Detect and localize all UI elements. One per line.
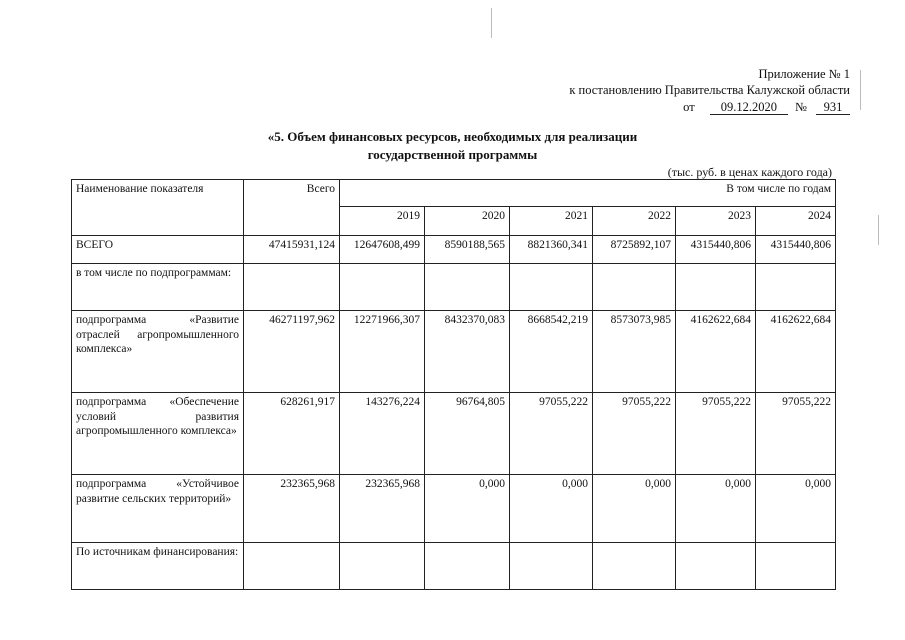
row-year-value <box>676 543 756 590</box>
col-total-header: Всего <box>244 180 340 236</box>
row-year-value <box>425 543 510 590</box>
table-row <box>72 475 836 543</box>
from-label: от <box>683 100 695 114</box>
table-row <box>72 311 836 393</box>
row-label: подпрограмма «Развитие отраслей агропромышленного комплекса» <box>72 311 244 393</box>
row-year-value: 12271966,307 <box>340 311 425 393</box>
table-row <box>72 264 836 311</box>
row-year-value <box>593 264 676 311</box>
section-title-line2: государственной программы <box>367 147 538 162</box>
row-year-value: 8821360,341 <box>510 236 593 264</box>
row-year-value: 0,000 <box>593 475 676 543</box>
row-year-value: 97055,222 <box>756 393 836 475</box>
year-header: 2023 <box>676 207 756 236</box>
row-year-value: 0,000 <box>676 475 756 543</box>
row-year-value <box>340 264 425 311</box>
year-header: 2024 <box>756 207 836 236</box>
year-header: 2022 <box>593 207 676 236</box>
year-header: 2019 <box>340 207 425 236</box>
row-total: 47415931,124 <box>244 236 340 264</box>
number-label: № <box>794 100 807 114</box>
row-label: ВСЕГО <box>72 236 244 264</box>
row-year-value: 4315440,806 <box>756 236 836 264</box>
table-row <box>72 543 836 590</box>
row-year-value: 0,000 <box>425 475 510 543</box>
row-year-value <box>340 543 425 590</box>
row-label: По источникам финансирования: <box>72 543 244 590</box>
row-label: подпрограмма «Обеспечение условий развития агропромышленного комплекса» <box>72 393 244 475</box>
row-total <box>244 264 340 311</box>
row-year-value: 0,000 <box>756 475 836 543</box>
row-total: 232365,968 <box>244 475 340 543</box>
row-total: 46271197,962 <box>244 311 340 393</box>
row-year-value: 232365,968 <box>340 475 425 543</box>
table-row <box>72 236 836 264</box>
row-year-value: 96764,805 <box>425 393 510 475</box>
decree-reference: к постановлению Правительства Калужской области <box>569 83 850 97</box>
year-header: 2020 <box>425 207 510 236</box>
year-header: 2021 <box>510 207 593 236</box>
row-year-value: 8725892,107 <box>593 236 676 264</box>
row-year-value: 97055,222 <box>676 393 756 475</box>
row-year-value: 12647608,499 <box>340 236 425 264</box>
scan-artifact-line <box>860 70 861 110</box>
row-year-value: 8668542,219 <box>510 311 593 393</box>
row-year-value <box>510 264 593 311</box>
row-year-value <box>756 264 836 311</box>
col-years-group-header: В том числе по годам <box>340 180 836 207</box>
row-year-value: 8432370,083 <box>425 311 510 393</box>
row-year-value <box>756 543 836 590</box>
row-year-value: 4162622,684 <box>756 311 836 393</box>
row-year-value: 4162622,684 <box>676 311 756 393</box>
row-year-value: 97055,222 <box>593 393 676 475</box>
table-row <box>72 393 836 475</box>
row-label: в том числе по подпрограммам: <box>72 264 244 311</box>
decree-date: 09.12.2020 <box>710 100 788 115</box>
row-year-value: 0,000 <box>510 475 593 543</box>
row-year-value: 8590188,565 <box>425 236 510 264</box>
row-label: подпрограмма «Устойчивое развитие сельских территорий» <box>72 475 244 543</box>
row-year-value <box>510 543 593 590</box>
row-year-value <box>593 543 676 590</box>
col-name-header: Наименование показателя <box>72 180 244 236</box>
units-note: (тыс. руб. в ценах каждого года) <box>667 165 832 179</box>
row-year-value: 143276,224 <box>340 393 425 475</box>
financing-table <box>71 179 836 590</box>
row-year-value <box>425 264 510 311</box>
decree-date-line <box>683 99 850 115</box>
decree-number: 931 <box>816 100 850 115</box>
row-total <box>244 543 340 590</box>
table-header-row <box>72 180 836 207</box>
row-total: 628261,917 <box>244 393 340 475</box>
appendix-label: Приложение № 1 <box>758 67 850 81</box>
row-year-value: 4315440,806 <box>676 236 756 264</box>
row-year-value: 8573073,985 <box>593 311 676 393</box>
scan-artifact-line <box>878 215 879 245</box>
section-title: «5. Объем финансовых ресурсов, необходимых для реализации <box>267 129 638 144</box>
scan-artifact-line <box>491 8 492 38</box>
row-year-value: 97055,222 <box>510 393 593 475</box>
row-year-value <box>676 264 756 311</box>
